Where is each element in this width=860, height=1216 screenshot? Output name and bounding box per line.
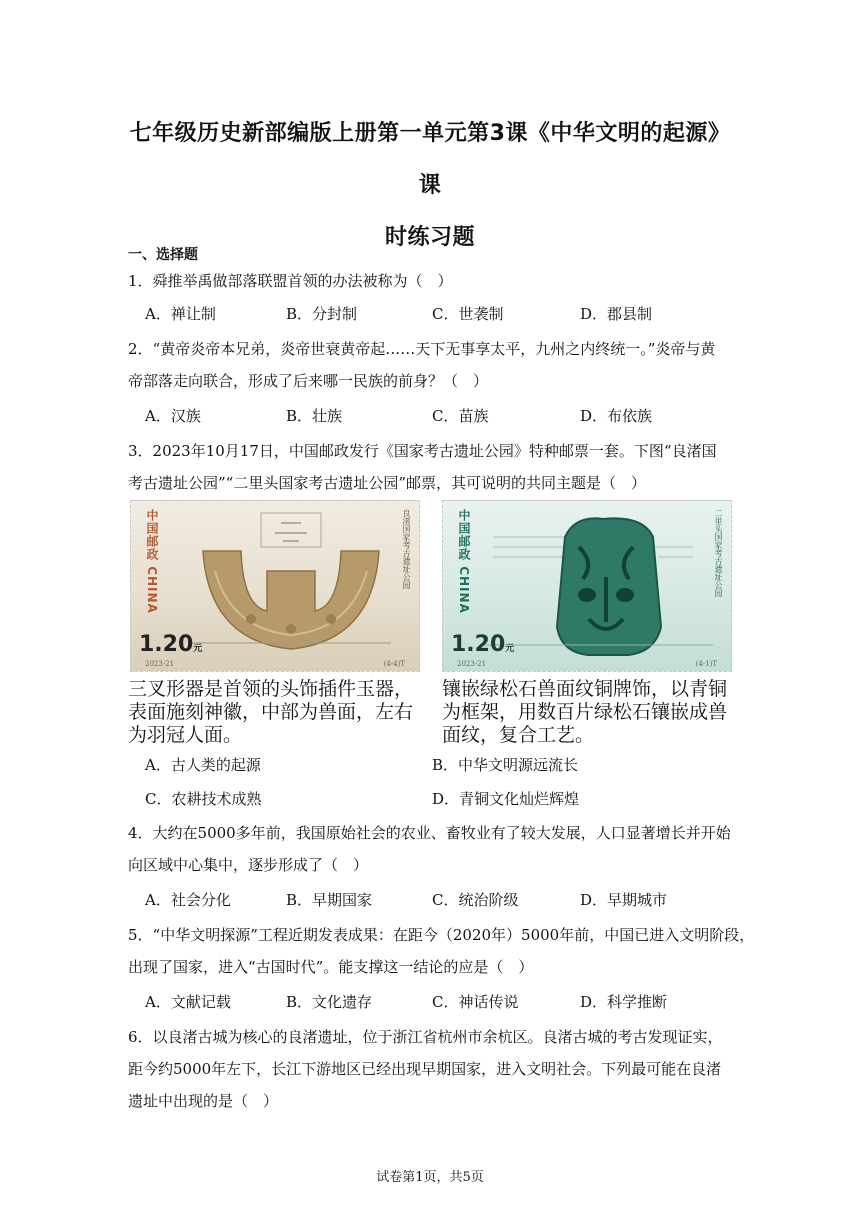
- stamp-liangzhu: [130, 500, 420, 672]
- stamp-denomination: [139, 632, 202, 657]
- stamp-country-cn: 中国邮政: [457, 509, 471, 561]
- stamp-country-cn: 中国邮政: [145, 509, 159, 561]
- q4-option-d: D．早期城市: [580, 891, 668, 909]
- q3-option-a: A．古人类的起源: [145, 756, 261, 774]
- question-5-line-1: 5．“中华文明探源”工程近期发表成果：在距今（2020年）5000年前，中国已进入文明阶段，: [128, 926, 755, 944]
- question-4-line-2: 向区域中心集中，逐步形成了（ ）: [128, 856, 369, 874]
- q5-option-d: D．科学推断: [580, 993, 668, 1011]
- q4-option-b: B．早期国家: [286, 891, 373, 909]
- question-4-line-1: 4．大约在5000多年前，我国原始社会的农业、畜牧业有了较大发展，人口显著增长并开始: [128, 824, 731, 842]
- question-6-line-2: 距今约5000年左下，长江下游地区已经出现早期国家，进入文明社会。下列最可能在良渚: [128, 1060, 722, 1078]
- stamp-unit: 元: [505, 644, 515, 654]
- q3-option-c: C．农耕技术成熟: [145, 790, 262, 808]
- document-title: [120, 108, 740, 264]
- q4-option-c: C．统治阶级: [432, 891, 519, 909]
- title-line-1: 七年级历史新部编版上册第一单元第3课《中华文明的起源》课: [129, 121, 731, 198]
- title-line-2: 时练习题: [384, 225, 475, 250]
- q1-option-d: D．郡县制: [580, 305, 653, 323]
- q5-option-a: A．文献记载: [145, 993, 231, 1011]
- question-3-line-1: 3．2023年10月17日，中国邮政发行《国家考古遗址公园》特种邮票一套。下图“良渚国: [128, 442, 717, 460]
- question-1-text: 1．舜推举禹做部落联盟首领的办法被称为（ ）: [128, 272, 453, 290]
- q2-option-d: D．布依族: [580, 407, 653, 425]
- q4-option-a: A．社会分化: [145, 891, 231, 909]
- q1-option-a: A．禅让制: [145, 305, 216, 323]
- question-5-line-2: 出现了国家，进入“古国时代”。能支撑这一结论的应是（ ）: [128, 958, 534, 976]
- stamp-serial-right: (4-1)T: [695, 660, 717, 668]
- question-6-line-1: 6．以良渚古城为核心的良渚遗址，位于浙江省杭州市余杭区。良渚古城的考古发现证实，: [128, 1028, 723, 1046]
- turquoise-bronze-plaque-illustration: [483, 507, 713, 657]
- q1-option-b: B．分封制: [286, 305, 358, 323]
- section-heading: 一、选择题: [128, 247, 198, 263]
- stamp-serial: [145, 660, 405, 668]
- stamp-serial: [457, 660, 717, 668]
- q5-option-b: B．文化遗存: [286, 993, 373, 1011]
- q5-option-c: C．神话传说: [432, 993, 519, 1011]
- stamp-country-label: [137, 509, 161, 629]
- stamp-figure: [130, 500, 730, 750]
- q2-option-b: B．壮族: [286, 407, 343, 425]
- stamp-country-en: CHINA: [457, 566, 471, 614]
- stamp-country-label: [449, 509, 473, 629]
- stamp-vertical-title: 二里头国家考古遗址公园: [714, 509, 723, 597]
- question-2-line-1: 2．“黄帝炎帝本兄弟，炎帝世衰黄帝起……天下无事享太平，九州之内终统一。”炎帝与黄: [128, 340, 716, 358]
- stamp-serial-left: 2023-21: [457, 660, 487, 668]
- stamp-vertical-title: 良渚国家考古遗址公园: [402, 509, 411, 589]
- q1-option-c: C．世袭制: [432, 305, 504, 323]
- q2-option-c: C．苗族: [432, 407, 489, 425]
- q3-option-b: B．中华文明源远流长: [432, 756, 579, 774]
- jade-trident-ornament-illustration: [191, 511, 391, 656]
- stamp-value: 1.20: [139, 632, 194, 657]
- question-3-line-2: 考古遗址公园”“二里头国家考古遗址公园”邮票，其可说明的共同主题是（ ）: [128, 474, 647, 492]
- page-footer: 试卷第1页，共5页: [376, 1170, 484, 1185]
- stamp-erlitou: [442, 500, 732, 672]
- stamp-unit: 元: [193, 644, 203, 654]
- stamp-serial-left: 2023-21: [145, 660, 175, 668]
- stamp-denomination: [451, 632, 514, 657]
- stamp-value: 1.20: [451, 632, 506, 657]
- stamp-country-en: CHINA: [145, 566, 159, 614]
- question-6-line-3: 遗址中出现的是（ ）: [128, 1092, 279, 1110]
- question-2-line-2: 帝部落走向联合，形成了后来哪一民族的前身？（ ）: [128, 372, 489, 390]
- q3-option-d: D．青铜文化灿烂辉煌: [432, 790, 580, 808]
- stamp-serial-right: (4-4)T: [383, 660, 405, 668]
- q2-option-a: A．汉族: [145, 407, 201, 425]
- stamp-caption-erlitou: 镶嵌绿松石兽面纹铜牌饰，以青铜为框架，用数百片绿松石镶嵌成兽面纹，复合工艺。: [442, 678, 728, 746]
- stamp-caption-liangzhu: 三叉形器是首领的头饰插件玉器，表面施刻神徽，中部为兽面，左右为羽冠人面。: [128, 678, 414, 746]
